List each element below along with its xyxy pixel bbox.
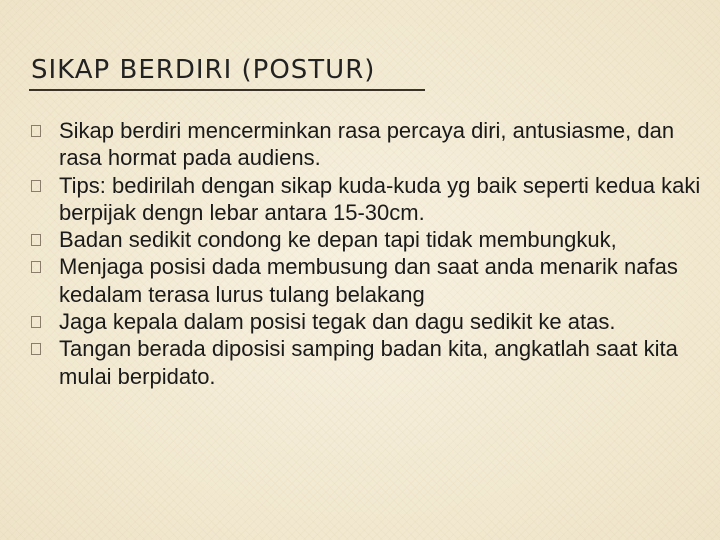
box-bullet-icon (31, 261, 41, 273)
box-bullet-icon (31, 125, 41, 137)
box-bullet-icon (31, 180, 41, 192)
bullet-text: Menjaga posisi dada membusung dan saat anda menarik nafas kedalam terasa lurus tulang belakang (59, 254, 678, 307)
box-bullet-icon (31, 234, 41, 246)
bullet-text: Sikap berdiri mencerminkan rasa percaya diri, antusiasme, dan rasa hormat pada audiens. (59, 118, 675, 171)
bullet-item (31, 335, 711, 390)
bullet-text: Jaga kepala dalam posisi tegak dan dagu sedikit ke atas. (59, 309, 616, 335)
bullet-text: Badan sedikit condong ke depan tapi tidak membungkuk, (59, 227, 617, 253)
bullet-item (31, 253, 711, 308)
title-underline (29, 89, 425, 91)
box-bullet-icon (31, 316, 41, 328)
bullet-text: Tangan berada diposisi samping badan kita, angkatlah saat kita mulai berpidato. (59, 336, 678, 389)
bullet-item (31, 226, 711, 253)
box-bullet-icon (31, 343, 41, 355)
slide-title: SIKAP BERDIRI (POSTUR) (31, 55, 376, 85)
bullet-item (31, 172, 711, 227)
bullet-text: Tips: bedirilah dengan sikap kuda-kuda yg baik seperti kedua kaki berpijak dengn lebar antara 15-30cm. (59, 172, 701, 225)
bullet-item (31, 117, 711, 172)
bullet-item (31, 308, 711, 335)
bullet-list (31, 117, 711, 390)
